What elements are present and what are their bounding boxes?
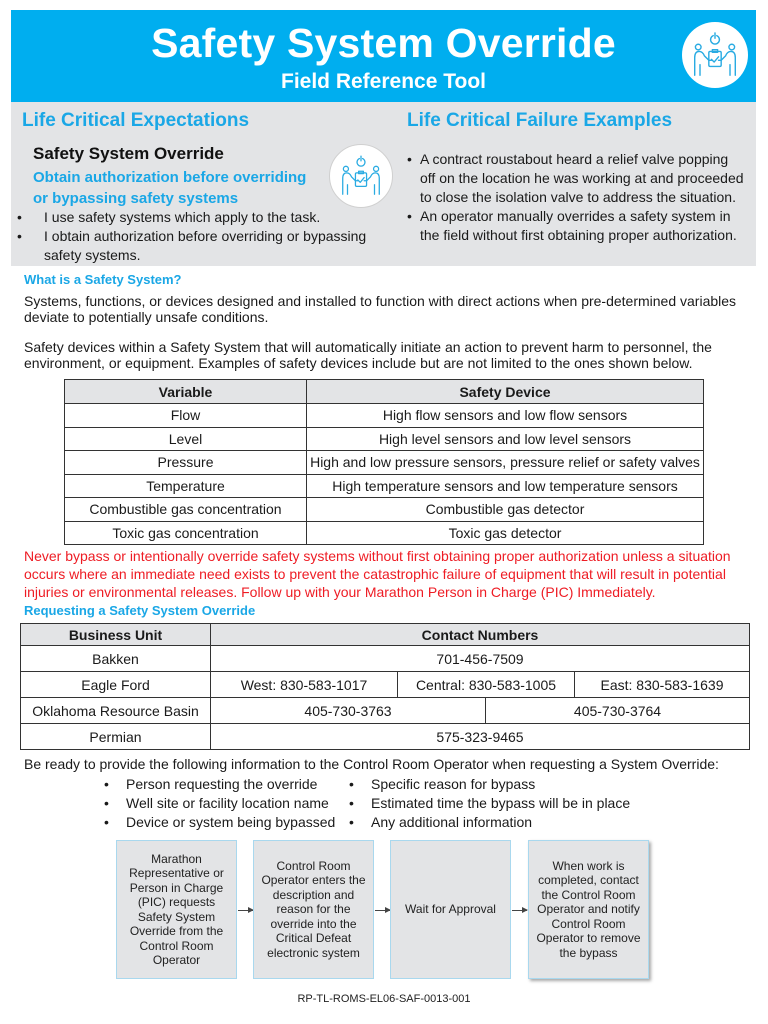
flow-step-2: Control Room Operator enters the description and reason for the override into the Critical Defeat electronic system (253, 840, 374, 979)
rule-title: Safety System Override (33, 144, 224, 163)
list-item: • Well site or facility location name (104, 795, 329, 811)
bullet-icon: • (104, 776, 109, 792)
table-row: Flow High flow sensors and low flow sensors (65, 404, 704, 428)
phone-number: Central: 830-583-1005 (398, 672, 575, 698)
what-is-heading: What is a Safety System? (24, 272, 182, 287)
column-header: Business Unit (21, 624, 211, 646)
failures-heading: Life Critical Failure Examples (407, 110, 673, 131)
bullet-icon: • (349, 776, 354, 792)
info-list-left (104, 775, 344, 832)
phone-number: 405-730-3763 (211, 698, 486, 724)
what-is-paragraph-2: Safety devices within a Safety System that will automatically initiate an action to prevent harm to personnel, the environment, or equipment. Examples of safety devices include but are not limited to the ones shown below. (24, 339, 712, 371)
table-header-row (21, 624, 750, 646)
table-row: Level High level sensors and low level sensors (65, 427, 704, 451)
authorization-handshake-icon (682, 22, 748, 88)
bullet-icon: • (104, 795, 109, 811)
page-title: Safety System Override (151, 20, 616, 66)
phone-number: 575-323-9465 (211, 724, 750, 750)
list-item: • I use safety systems which apply to the task. (17, 209, 321, 225)
bullet-icon: • (349, 795, 354, 811)
bullet-icon: • (17, 228, 22, 244)
column-header: Contact Numbers (211, 624, 750, 646)
bullet-icon: • (349, 814, 354, 830)
table-row: Bakken 701-456-7509 (21, 646, 750, 672)
override-warning: Never bypass or intentionally override safety systems without first obtaining proper authorization unless a situation occurs where an immediate need exists to prevent the catastrophic failure of equipment that will result in potential injuries or environmental releases. Follow up with your Marathon Person in Charge (PIC) Immediately. (24, 548, 731, 600)
bullet-icon: • (407, 151, 412, 167)
list-item: • Person requesting the override (104, 776, 318, 792)
contact-numbers-table (20, 623, 750, 750)
list-item: • Device or system being bypassed (104, 814, 336, 830)
table-header-row (65, 380, 704, 404)
list-item: • Any additional information (349, 814, 533, 830)
bullet-icon: • (17, 209, 22, 225)
flow-step-1: Marathon Representative or Person in Charge (PIC) requests Safety System Override from the Control Room Operator (116, 840, 237, 979)
authorization-handshake-icon (329, 144, 393, 208)
list-item: • Specific reason for bypass (349, 776, 536, 792)
requesting-intro: Be ready to provide the following information to the Control Room Operator when requesting a System Override: (24, 756, 719, 772)
expectations-heading: Life Critical Expectations (22, 110, 250, 131)
list-item: • A contract roustabout heard a relief valve popping off on the location he was working at and proceeded to close the isolation valve to address the situation. (407, 151, 744, 205)
rule-subtitle: Obtain authorization before overriding or bypassing safety systems (33, 169, 307, 207)
bullet-icon: • (104, 814, 109, 830)
list-item: • Estimated time the bypass will be in place (349, 795, 631, 811)
header-banner (11, 10, 756, 102)
requesting-heading: Requesting a Safety System Override (24, 603, 256, 618)
list-item: • An operator manually overrides a safety system in the field without first obtaining proper authorization. (407, 208, 737, 243)
page-subtitle: Field Reference Tool (281, 70, 486, 93)
info-list-right (349, 775, 669, 832)
flow-step-4: When work is completed, contact the Control Room Operator and notify Control Room Operator to remove the bypass (528, 840, 649, 979)
table-row: Pressure High and low pressure sensors, pressure relief or safety valves (65, 451, 704, 475)
safety-devices-table (64, 379, 704, 545)
phone-number: 701-456-7509 (211, 646, 750, 672)
life-critical-panel (11, 102, 756, 266)
table-row: Permian 575-323-9465 (21, 724, 750, 750)
phone-number: 405-730-3764 (486, 698, 750, 724)
flow-step-3: Wait for Approval (390, 840, 511, 979)
arrow-right-icon (375, 910, 390, 911)
column-header: Safety Device (307, 380, 704, 404)
table-row: Combustible gas concentration Combustible gas detector (65, 498, 704, 522)
phone-number: East: 830-583-1639 (575, 672, 750, 698)
table-row: Oklahoma Resource Basin 405-730-3763 405-730-3764 (21, 698, 750, 724)
expectations-list (17, 208, 377, 265)
bullet-icon: • (407, 208, 412, 224)
column-header: Variable (65, 380, 307, 404)
arrow-right-icon (238, 910, 253, 911)
document-id: RP-TL-ROMS-EL06-SAF-0013-001 (297, 993, 471, 1005)
table-row: Eagle Ford West: 830-583-1017 Central: 830-583-1005 East: 830-583-1639 (21, 672, 750, 698)
table-row: Temperature High temperature sensors and low temperature sensors (65, 474, 704, 498)
failures-list (407, 150, 747, 245)
table-row: Toxic gas concentration Toxic gas detector (65, 521, 704, 545)
what-is-paragraph-1: Systems, functions, or devices designed and installed to function with direct actions when pre-determined variables deviate to potentially unsafe conditions. (24, 293, 737, 325)
arrow-right-icon (512, 910, 527, 911)
list-item: • I obtain authorization before overriding or bypassing safety systems. (17, 228, 367, 263)
phone-number: West: 830-583-1017 (211, 672, 398, 698)
